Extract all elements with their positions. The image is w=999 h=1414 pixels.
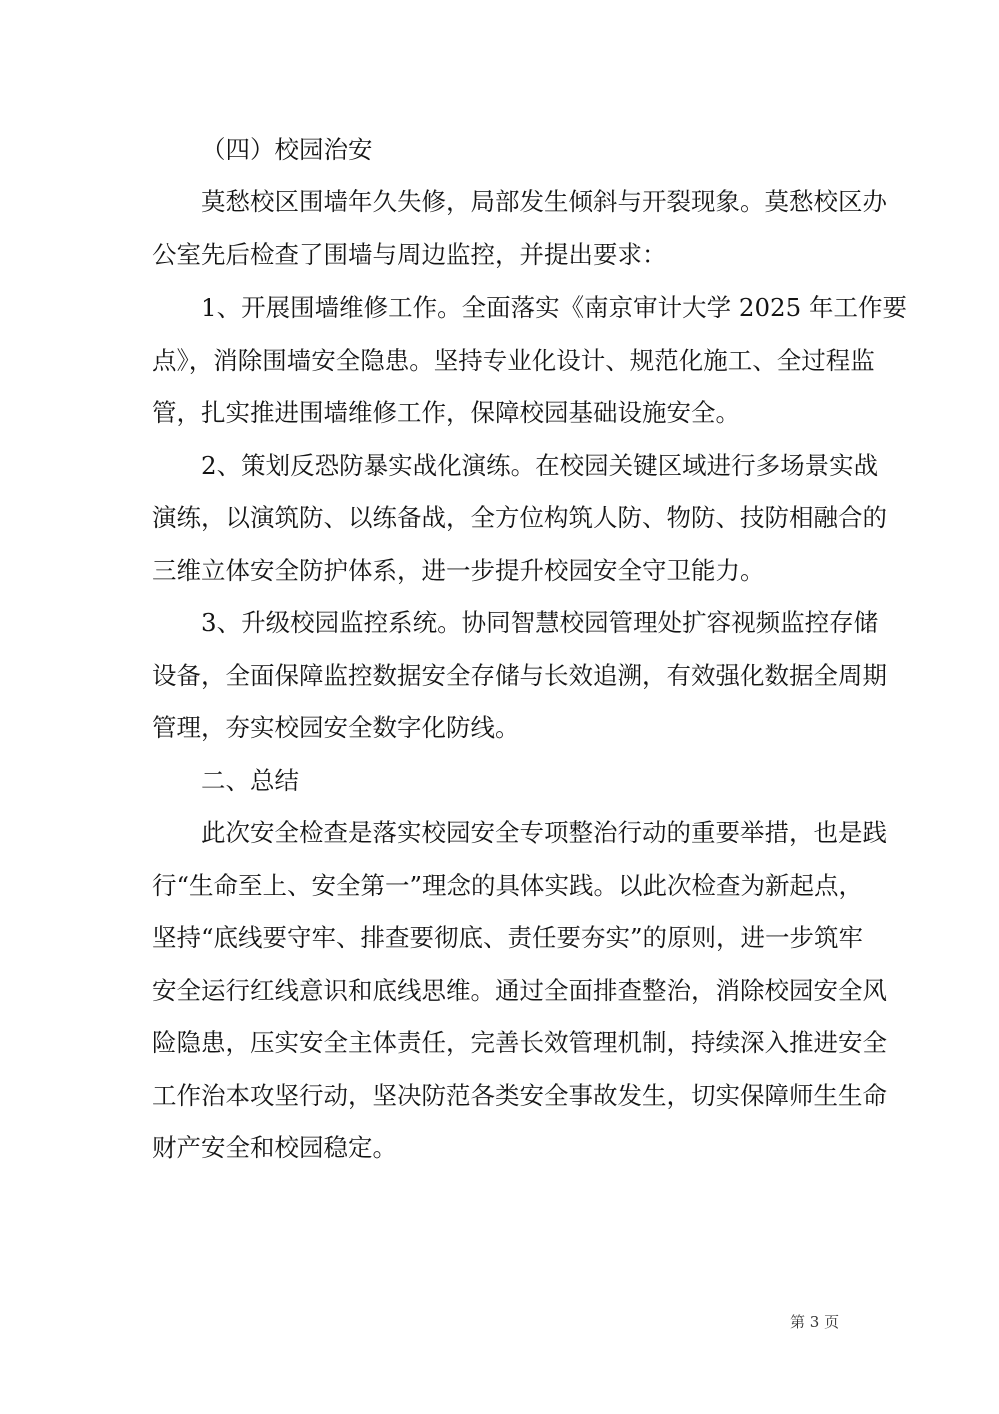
list-item-line: 设备，全面保障监控数据安全存储与长效追溯，有效强化数据全周期	[152, 661, 887, 690]
section-heading-campus-security: （四）校园治安	[201, 135, 373, 164]
paragraph-line: 财产安全和校园稳定。	[152, 1133, 397, 1162]
list-item-line: 3、升级校园监控系统。协同智慧校园管理处扩容视频监控存储	[201, 608, 879, 637]
section-heading-summary: 二、总结	[201, 766, 299, 795]
paragraph-line: 此次安全检查是落实校园安全专项整治行动的重要举措，也是践	[201, 818, 887, 847]
list-item-line: 2、策划反恐防暴实战化演练。在校园关键区域进行多场景实战	[201, 451, 879, 480]
paragraph-line: 险隐患，压实安全主体责任，完善长效管理机制，持续深入推进安全	[152, 1028, 887, 1057]
list-item-line: 演练，以演筑防、以练备战，全方位构筑人防、物防、技防相融合的	[152, 503, 887, 532]
page-number: 第 3 页	[790, 1313, 840, 1331]
paragraph-line: 公室先后检查了围墙与周边监控，并提出要求：	[152, 240, 667, 269]
list-item-line: 1、开展围墙维修工作。全面落实《南京审计大学 2025 年工作要	[201, 293, 908, 322]
paragraph-line: 莫愁校区围墙年久失修，局部发生倾斜与开裂现象。莫愁校区办	[201, 187, 887, 216]
paragraph-line: 工作治本攻坚行动，坚决防范各类安全事故发生，切实保障师生生命	[152, 1081, 887, 1110]
paragraph-line: 行“生命至上、安全第一”理念的具体实践。以此次检查为新起点，	[152, 871, 864, 900]
list-item-line: 三维立体安全防护体系，进一步提升校园安全守卫能力。	[152, 556, 765, 585]
list-item-line: 管理，夯实校园安全数字化防线。	[152, 713, 520, 742]
list-item-line: 点》，消除围墙安全隐患。坚持专业化设计、规范化施工、全过程监	[152, 346, 875, 375]
paragraph-line: 安全运行红线意识和底线思维。通过全面排查整治，消除校园安全风	[152, 976, 887, 1005]
list-item-line: 管，扎实推进围墙维修工作，保障校园基础设施安全。	[152, 398, 740, 427]
paragraph-line: 坚持“底线要守牢、排查要彻底、责任要夯实”的原则，进一步筑牢	[152, 923, 864, 952]
